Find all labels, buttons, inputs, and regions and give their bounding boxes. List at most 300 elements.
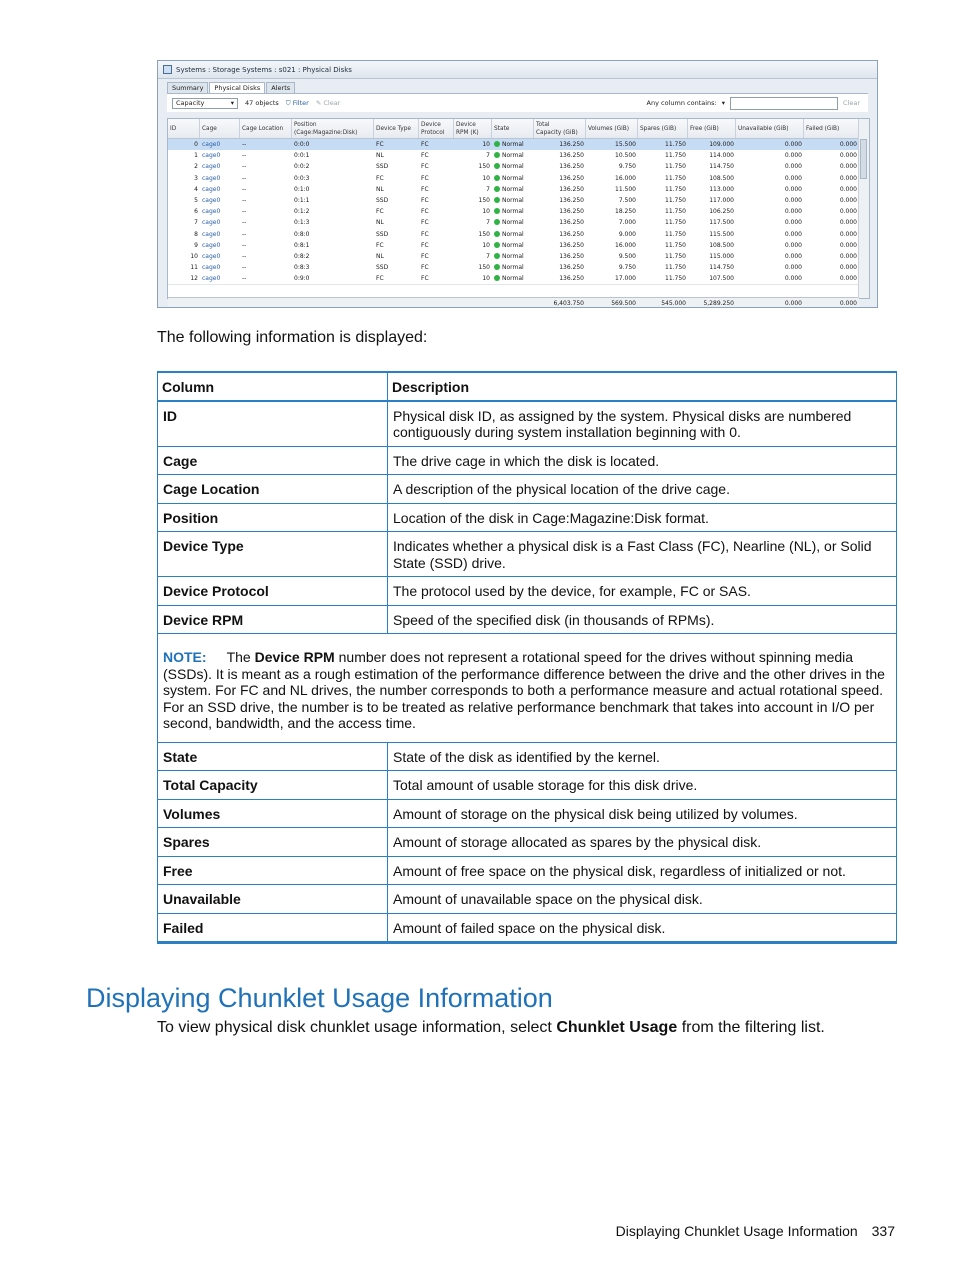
status-ok-icon (494, 141, 500, 147)
grid-cell: 150 (478, 163, 490, 171)
grid-cell: 136.250 (559, 141, 584, 148)
grid-cell[interactable]: cage0 (202, 275, 221, 283)
grid-cell: -- (242, 208, 247, 216)
table-row (158, 771, 897, 800)
grid-column-header[interactable]: Free (GiB) (688, 119, 736, 138)
filter-icon: ⛉ (285, 98, 291, 107)
state-cell: Normal (492, 217, 534, 228)
grid-cell: -- (242, 141, 247, 148)
grid-cell: 7 (486, 252, 490, 260)
grid-cell[interactable]: cage0 (202, 174, 221, 182)
grid-cell: FC (421, 208, 429, 216)
grid-cell: FC (376, 174, 384, 182)
grid-cell: 0:1:3 (294, 219, 310, 227)
grid-cell: 5 (194, 196, 198, 204)
grid-cell: -- (242, 275, 247, 283)
grid-cell: 11.750 (665, 208, 686, 216)
scrollbar-thumb[interactable] (860, 139, 867, 179)
grid-cell: 150 (478, 230, 490, 238)
grid-cell: 136.250 (559, 185, 584, 193)
status-ok-icon (494, 163, 500, 169)
search-clear-button[interactable]: Clear (843, 99, 860, 107)
total-cell: 5,289.250 (703, 299, 734, 307)
grid-cell: 150 (478, 264, 490, 272)
grid-cell: FC (376, 208, 384, 216)
grid-cell: 115.000 (709, 252, 734, 260)
column-description: Speed of the specified disk (in thousands of RPMs). (388, 605, 897, 634)
column-description: Total amount of usable storage for this disk drive. (388, 771, 897, 800)
grid-cell: 0:8:1 (294, 241, 310, 249)
note-row (158, 634, 897, 743)
search-label: Any column contains: (646, 99, 717, 107)
grid-cell[interactable]: cage0 (202, 196, 221, 204)
table-row (158, 913, 897, 943)
grid-cell: 11.750 (665, 252, 686, 260)
grid-cell: 136.250 (559, 252, 584, 260)
grid-cell[interactable]: cage0 (202, 141, 221, 148)
grid-cell: 0:1:1 (294, 196, 310, 204)
column-name: ID (158, 401, 388, 447)
grid-cell: 10 (482, 241, 490, 249)
column-description: The protocol used by the device, for example, FC or SAS. (388, 577, 897, 606)
grid-cell: 11.750 (665, 230, 686, 238)
table-row (158, 577, 897, 606)
grid-cell: 9.750 (618, 163, 636, 171)
table-row (158, 828, 897, 857)
grid-cell: 0.000 (839, 241, 857, 249)
grid-cell: 0:1:0 (294, 185, 310, 193)
grid-cell: 136.250 (559, 174, 584, 182)
grid-cell: 1 (194, 152, 198, 160)
grid-cell: 136.250 (559, 152, 584, 160)
grid-cell: 0.000 (784, 252, 802, 260)
column-name: Volumes (158, 799, 388, 828)
column-description: A description of the physical location of the drive cage. (388, 475, 897, 504)
grid-cell: 136.250 (559, 230, 584, 238)
grid-cell: 7 (486, 219, 490, 227)
grid-row[interactable] (168, 161, 859, 172)
grid-column-header[interactable]: Volumes (GiB) (586, 119, 638, 138)
grid-cell: 11.750 (665, 219, 686, 227)
grid-column-header[interactable]: Device Protocol (419, 119, 454, 138)
state-cell: Normal (492, 262, 534, 273)
grid-row[interactable] (168, 150, 859, 161)
column-name: Device RPM (158, 605, 388, 634)
total-cell (292, 298, 374, 308)
grid-row[interactable] (168, 262, 859, 273)
grid-cell: 0:1:2 (294, 208, 310, 216)
grid-cell: 0.000 (784, 241, 802, 249)
grid-cell: 107.500 (709, 275, 734, 283)
grid-cell: NL (376, 252, 384, 260)
column-description: Amount of storage on the physical disk being utilized by volumes. (388, 799, 897, 828)
grid-cell: 0.000 (784, 185, 802, 193)
total-cell: 0.000 (784, 299, 802, 307)
state-cell: Normal (492, 251, 534, 262)
state-cell: Normal (492, 184, 534, 195)
column-description: Indicates whether a physical disk is a Fast Class (FC), Nearline (NL), or Solid State (SSD) drive. (388, 532, 897, 577)
table-row (158, 742, 897, 771)
grid-cell: 7 (194, 219, 198, 227)
total-cell (492, 298, 534, 308)
clear-button[interactable]: ✎ Clear (315, 99, 341, 107)
status-ok-icon (494, 175, 500, 181)
grid-cell: 0.000 (839, 219, 857, 227)
disks-grid (167, 118, 870, 307)
grid-column-header[interactable]: Device RPM (K) (454, 119, 492, 138)
grid-cell: 12 (190, 275, 198, 283)
grid-cell: 15.500 (615, 141, 636, 148)
grid-cell: 136.250 (559, 163, 584, 171)
grid-row[interactable] (168, 240, 859, 251)
grid-row[interactable] (168, 229, 859, 240)
grid-cell: 0:9:0 (294, 275, 310, 283)
total-cell (454, 298, 492, 308)
grid-empty-row[interactable] (168, 284, 859, 296)
status-ok-icon (494, 219, 500, 225)
grid-cell: 7.000 (618, 219, 636, 227)
status-ok-icon (494, 208, 500, 214)
grid-cell: 4 (194, 185, 198, 193)
table-row (158, 885, 897, 914)
note-cell: NOTE: The Device RPM number does not represent a rotational speed for the drives without spinning media (SSDs). It is meant as a rough estimation of the performance difference between the drive and the other drives in the system. For FC and NL drives, the number corresponds to both a performance measure and actual rotational speed. For an SSD drive, the number is to be treated as relative performance benchmark that takes into account in I/O per second, bandwidth, and the access time. (158, 634, 897, 743)
column-name: Device Type (158, 532, 388, 577)
grid-row[interactable] (168, 273, 859, 284)
grid-cell: 11.750 (665, 141, 686, 148)
grid-cell: -- (242, 241, 247, 249)
grid-cell: 0.000 (839, 152, 857, 160)
grid-cell: 11.750 (665, 264, 686, 272)
grid-cell[interactable]: cage0 (202, 230, 221, 238)
grid-cell: 10.500 (615, 152, 636, 160)
grid-cell: 0.000 (839, 230, 857, 238)
screenshot-tab[interactable]: Physical Disks (209, 82, 265, 93)
status-ok-icon (494, 197, 500, 203)
grid-cell: 17.000 (615, 275, 636, 283)
total-cell (419, 298, 454, 308)
grid-cell: 11.750 (665, 174, 686, 182)
grid-cell: 114.000 (709, 152, 734, 160)
grid-scrollbar[interactable] (858, 119, 869, 298)
grid-cell: 0.000 (839, 185, 857, 193)
screenshot-toolbar (167, 93, 868, 112)
column-description: Amount of storage allocated as spares by the physical disk. (388, 828, 897, 857)
grid-cell: -- (242, 230, 247, 238)
chunklet-usage-term: Chunklet Usage (556, 1019, 678, 1036)
grid-cell: 106.250 (709, 208, 734, 216)
grid-cell: 11.500 (615, 185, 636, 193)
grid-row[interactable] (168, 251, 859, 262)
physical-disks-screenshot (157, 60, 878, 308)
note-label: NOTE: (163, 649, 207, 665)
table-row (158, 446, 897, 475)
grid-cell: 136.250 (559, 219, 584, 227)
grid-row[interactable] (168, 173, 859, 184)
grid-cell: 0:0:3 (294, 174, 310, 182)
grid-cell: 9.500 (618, 252, 636, 260)
grid-cell: 11.750 (665, 185, 686, 193)
grid-column-header[interactable]: Spares (GiB) (638, 119, 688, 138)
grid-cell: SSD (376, 230, 389, 238)
grid-cell: 136.250 (559, 196, 584, 204)
grid-row[interactable] (168, 184, 859, 195)
page-footer (616, 1223, 895, 1239)
grid-cell: 6 (194, 208, 198, 216)
grid-cell: 0.000 (784, 208, 802, 216)
grid-cell: 0.000 (839, 275, 857, 283)
column-description: Physical disk ID, as assigned by the system. Physical disks are numbered contiguously during system installation beginning with 0. (388, 401, 897, 447)
grid-cell: -- (242, 185, 247, 193)
total-cell: 0.000 (839, 299, 857, 307)
grid-cell: FC (421, 141, 429, 148)
grid-cell: FC (376, 141, 384, 148)
grid-header (168, 119, 859, 139)
total-cell (200, 298, 240, 308)
grid-cell: 11.750 (665, 163, 686, 171)
grid-cell: 0.000 (839, 141, 857, 148)
grid-cell: 0.000 (784, 219, 802, 227)
grid-column-header[interactable]: Cage Location (240, 119, 292, 138)
note-bold-term: Device RPM (254, 649, 335, 665)
grid-cell: 7 (486, 152, 490, 160)
grid-cell: 11.750 (665, 241, 686, 249)
grid-cell: 9.000 (618, 230, 636, 238)
object-count: 47 objects (245, 99, 279, 107)
state-cell: Normal (492, 139, 534, 150)
section-paragraph: To view physical disk chunklet usage information, select Chunklet Usage from the filtering list. (157, 1019, 825, 1036)
state-cell: Normal (492, 229, 534, 240)
grid-cell: 108.500 (709, 241, 734, 249)
grid-column-header[interactable]: Position (Cage:Magazine:Disk) (292, 119, 374, 138)
grid-cell: FC (421, 275, 429, 283)
grid-cell: 0.000 (839, 174, 857, 182)
table-row (158, 605, 897, 634)
filter-select[interactable]: Capacity ▾ (172, 98, 238, 109)
chevron-down-icon: ▾ (230, 99, 234, 107)
grid-cell: 10 (482, 275, 490, 283)
grid-cell: 0:8:0 (294, 230, 310, 238)
grid-cell: 18.250 (615, 208, 636, 216)
grid-cell: FC (421, 185, 429, 193)
screenshot-tab[interactable]: Summary (167, 82, 208, 93)
grid-cell[interactable]: cage0 (202, 208, 221, 216)
grid-row[interactable] (168, 195, 859, 206)
grid-cell: 11.750 (665, 152, 686, 160)
systems-icon (163, 65, 172, 74)
clear-icon: ✎ (315, 99, 322, 107)
intro-text: The following information is displayed: (157, 329, 428, 346)
column-description: The drive cage in which the disk is located. (388, 446, 897, 475)
grid-cell: 7.500 (618, 196, 636, 204)
table-row (158, 799, 897, 828)
grid-cell: 0:8:3 (294, 264, 310, 272)
grid-cell: 11.750 (665, 275, 686, 283)
column-name: Spares (158, 828, 388, 857)
grid-cell[interactable]: cage0 (202, 241, 221, 249)
column-name: Cage (158, 446, 388, 475)
grid-cell[interactable]: cage0 (202, 163, 221, 171)
grid-cell: 150 (478, 196, 490, 204)
grid-cell: 0.000 (784, 163, 802, 171)
grid-cell: 0.000 (784, 264, 802, 272)
state-cell: Normal (492, 195, 534, 206)
grid-cell: 115.500 (709, 230, 734, 238)
column-name: Failed (158, 913, 388, 943)
column-description: State of the disk as identified by the kernel. (388, 742, 897, 771)
screenshot-tab[interactable]: Alerts (266, 82, 295, 93)
table-row (158, 532, 897, 577)
state-cell: Normal (492, 150, 534, 161)
grid-cell: FC (421, 264, 429, 272)
search-input[interactable] (730, 97, 838, 110)
grid-cell: FC (421, 219, 429, 227)
grid-cell: -- (242, 264, 247, 272)
total-cell (168, 298, 200, 308)
grid-cell: 0.000 (839, 208, 857, 216)
grid-cell: 0:8:2 (294, 252, 310, 260)
grid-column-header[interactable]: Failed (GiB) (804, 119, 859, 138)
status-ok-icon (494, 186, 500, 192)
column-name: Device Protocol (158, 577, 388, 606)
grid-cell: 117.000 (709, 196, 734, 204)
grid-cell: -- (242, 252, 247, 260)
header-description: Description (388, 372, 897, 401)
grid-cell: -- (242, 219, 247, 227)
table-row (158, 401, 897, 447)
grid-cell: 11.750 (665, 196, 686, 204)
header-column: Column (158, 372, 388, 401)
grid-cell: 0.000 (784, 230, 802, 238)
grid-cell: 0.000 (839, 196, 857, 204)
state-cell: Normal (492, 240, 534, 251)
grid-column-header[interactable]: Total Capacity (GiB) (534, 119, 586, 138)
grid-column-header[interactable]: Cage (200, 119, 240, 138)
grid-cell: NL (376, 152, 384, 160)
table-row (158, 856, 897, 885)
grid-cell: FC (421, 163, 429, 171)
grid-cell: 3 (194, 174, 198, 182)
grid-cell: NL (376, 185, 384, 193)
grid-cell: 108.500 (709, 174, 734, 182)
grid-cell: SSD (376, 196, 389, 204)
grid-cell: 136.250 (559, 241, 584, 249)
grid-cell: 9.750 (618, 264, 636, 272)
grid-cell: 113.000 (709, 185, 734, 193)
grid-cell: 0.000 (784, 174, 802, 182)
column-description: Location of the disk in Cage:Magazine:Disk format. (388, 503, 897, 532)
grid-cell: 0.000 (839, 264, 857, 272)
state-cell: Normal (492, 273, 534, 284)
grid-cell: FC (421, 241, 429, 249)
column-name: State (158, 742, 388, 771)
column-name: Unavailable (158, 885, 388, 914)
grid-cell: SSD (376, 163, 389, 171)
grid-cell: 114.750 (709, 264, 734, 272)
grid-cell: 10 (482, 174, 490, 182)
grid-cell[interactable]: cage0 (202, 264, 221, 272)
grid-column-header[interactable]: ID (168, 119, 200, 138)
grid-cell: -- (242, 196, 247, 204)
grid-cell: 9 (194, 241, 198, 249)
column-description: Amount of free space on the physical disk, regardless of initialized or not. (388, 856, 897, 885)
grid-column-header[interactable]: Unavailable (GiB) (736, 119, 804, 138)
grid-cell: -- (242, 174, 247, 182)
grid-cell: 8 (194, 230, 198, 238)
footer-title: Displaying Chunklet Usage Information (615, 1223, 858, 1239)
grid-cell: 136.250 (559, 264, 584, 272)
grid-cell: 0:0:1 (294, 152, 310, 160)
status-ok-icon (494, 253, 500, 259)
grid-cell: 16.000 (615, 174, 636, 182)
grid-cell: FC (421, 230, 429, 238)
status-ok-icon (494, 231, 500, 237)
grid-cell: 11 (190, 264, 198, 272)
state-cell: Normal (492, 161, 534, 172)
column-name: Total Capacity (158, 771, 388, 800)
grid-cell: 0.000 (784, 141, 802, 148)
table-row (158, 503, 897, 532)
section-heading: Displaying Chunklet Usage Information (86, 983, 553, 1013)
status-ok-icon (494, 264, 500, 270)
total-cell (374, 298, 419, 308)
total-cell (240, 298, 292, 308)
grid-cell: 10 (190, 252, 198, 260)
grid-cell: 136.250 (559, 275, 584, 283)
total-cell: 569.500 (611, 299, 636, 307)
grid-cell: 0:0:2 (294, 163, 310, 171)
grid-cell: 0 (194, 141, 198, 148)
grid-cell: 2 (194, 163, 198, 171)
screenshot-breadcrumb: Systems : Storage Systems : s021 : Physical Disks (158, 61, 877, 79)
grid-cell: FC (421, 152, 429, 160)
total-cell: 6,403.750 (553, 299, 584, 307)
column-name: Free (158, 856, 388, 885)
grid-cell: 0.000 (839, 163, 857, 171)
grid-column-header[interactable]: State (492, 119, 534, 138)
column-name: Position (158, 503, 388, 532)
grid-totals-row[interactable] (168, 297, 859, 308)
grid-cell: SSD (376, 264, 389, 272)
search-dropdown-icon[interactable]: ▾ (721, 99, 725, 107)
grid-cell: 10 (482, 208, 490, 216)
grid-row[interactable] (168, 206, 859, 217)
grid-cell: 114.750 (709, 163, 734, 171)
grid-cell[interactable]: cage0 (202, 252, 221, 260)
grid-cell: FC (421, 196, 429, 204)
grid-cell: FC (376, 241, 384, 249)
page-number: 337 (871, 1223, 895, 1239)
grid-column-header[interactable]: Device Type (374, 119, 419, 138)
grid-cell: FC (376, 275, 384, 283)
grid-row[interactable] (168, 139, 859, 150)
grid-cell: 0.000 (784, 196, 802, 204)
grid-cell[interactable]: cage0 (202, 185, 221, 193)
grid-cell: 7 (486, 185, 490, 193)
grid-cell[interactable]: cage0 (202, 152, 221, 160)
status-ok-icon (494, 275, 500, 281)
grid-cell: 136.250 (559, 208, 584, 216)
grid-cell: NL (376, 219, 384, 227)
grid-cell: -- (242, 152, 247, 160)
status-ok-icon (494, 152, 500, 158)
column-description: Amount of failed space on the physical disk. (388, 913, 897, 943)
total-cell: 545.000 (661, 299, 686, 307)
columns-table (157, 371, 897, 944)
filter-button[interactable]: ⛉ Filter (285, 98, 309, 107)
grid-row[interactable] (168, 217, 859, 228)
grid-cell[interactable]: cage0 (202, 219, 221, 227)
grid-cell: 0.000 (839, 252, 857, 260)
